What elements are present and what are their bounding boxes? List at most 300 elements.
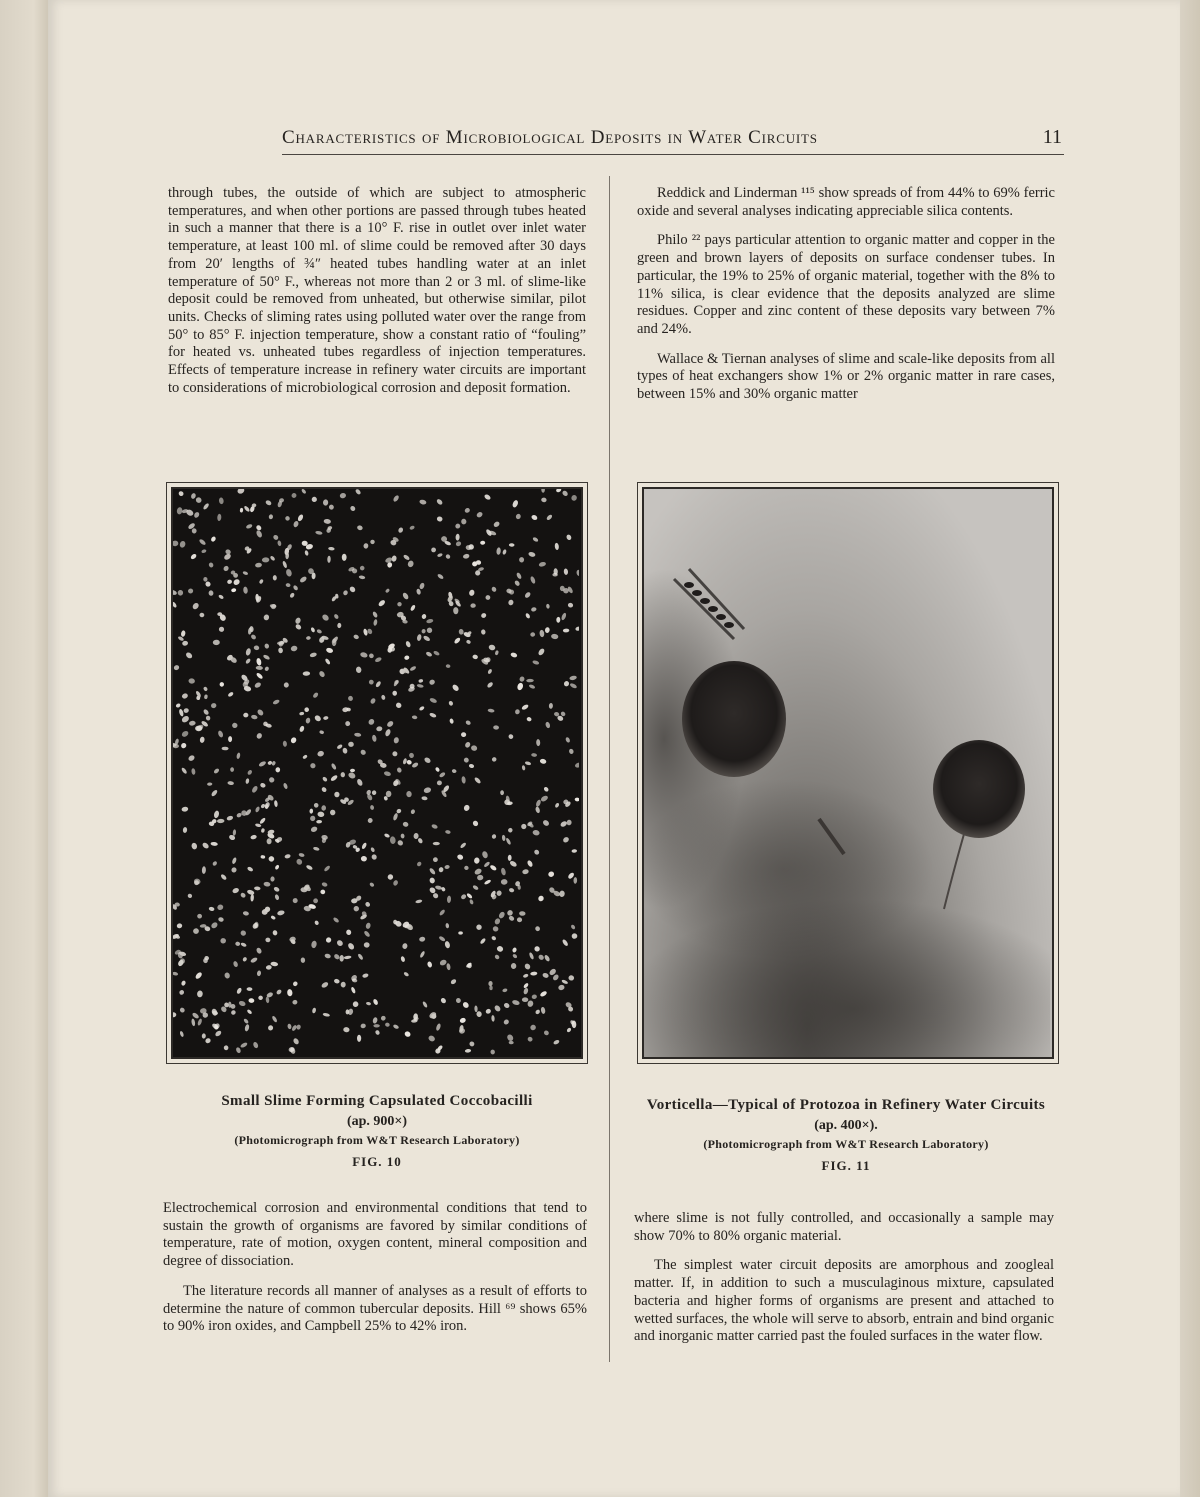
bacterium-speck: [465, 720, 472, 726]
bacterium-speck: [569, 682, 577, 689]
bacterium-speck: [297, 514, 304, 522]
bacterium-speck: [285, 583, 290, 588]
bacterium-speck: [472, 884, 479, 890]
bacterium-speck: [493, 1004, 501, 1012]
bacterium-speck: [439, 771, 446, 778]
bacterium-speck: [437, 573, 444, 580]
bacterium-speck: [301, 489, 307, 494]
bacterium-speck: [373, 619, 378, 626]
bacterium-speck: [337, 623, 341, 628]
column-divider: [609, 176, 610, 1362]
bacterium-speck: [519, 676, 526, 683]
bacterium-speck: [346, 929, 352, 935]
bacterium-speck: [226, 815, 233, 821]
bacterium-speck: [432, 857, 438, 863]
bacterium-speck: [292, 585, 298, 592]
paragraph: Reddick and Linderman ¹¹⁵ show spreads of from 44% to 69% ferric oxide and several analyses indicating appreciable silica contents.: [637, 185, 1055, 219]
bacterium-speck: [541, 497, 547, 503]
bacterium-speck: [230, 767, 234, 772]
bacterium-speck: [397, 839, 404, 846]
bacterium-speck: [350, 769, 355, 772]
bacterium-speck: [563, 568, 568, 575]
bacterium-speck: [470, 745, 478, 752]
bacterium-speck: [190, 553, 197, 560]
bacterium-speck: [521, 824, 527, 830]
bacterium-speck: [570, 494, 578, 502]
figure-11-label: FIG. 11: [821, 1158, 871, 1173]
bacterium-speck: [486, 681, 493, 688]
bacterium-speck: [409, 525, 415, 531]
bacterium-speck: [235, 1047, 241, 1054]
bacterium-speck: [410, 809, 415, 815]
bacterium-speck: [378, 599, 387, 607]
bacterium-speck: [367, 817, 374, 824]
bacterium-speck: [521, 765, 525, 771]
bacterium-speck: [309, 762, 316, 769]
bacterium-speck: [303, 706, 309, 712]
bacterium-speck: [488, 644, 496, 651]
bacterium-speck: [257, 970, 262, 976]
figure-11-title: Vorticella—Typical of Protozoa in Refinery Water Circuits: [646, 1097, 1046, 1113]
bacterium-speck: [554, 543, 559, 551]
bacterium-speck: [458, 1027, 465, 1034]
bacterium-speck: [490, 1049, 495, 1055]
bacterium-speck: [523, 982, 529, 989]
bacterium-speck: [413, 833, 419, 840]
bacterium-speck: [256, 672, 264, 680]
bacterium-speck: [509, 1041, 514, 1045]
bacterium-speck: [323, 499, 329, 506]
bacterium-speck: [293, 520, 300, 528]
bacterium-speck: [535, 799, 542, 807]
bacterium-speck: [387, 874, 394, 881]
bacterium-speck: [173, 540, 178, 546]
figure-11-frame: [637, 482, 1059, 1064]
bacterium-speck: [400, 833, 404, 838]
bacterium-speck: [331, 763, 338, 771]
bacterium-speck: [173, 601, 177, 608]
bacterium-speck: [255, 524, 262, 531]
bacterium-speck: [243, 713, 248, 718]
bacterium-speck: [270, 603, 277, 610]
bacterium-speck: [342, 747, 348, 754]
bacterium-speck: [487, 708, 494, 713]
bacterium-speck: [370, 539, 375, 544]
bacterium-speck: [524, 963, 532, 971]
bacterium-speck: [292, 981, 298, 987]
bacterium-speck: [421, 796, 427, 801]
bacterium-speck: [214, 1030, 222, 1038]
bacterium-speck: [523, 973, 529, 978]
bacterium-speck: [355, 489, 362, 495]
bacterium-speck: [561, 612, 567, 620]
bacterium-speck: [289, 592, 295, 598]
bacterium-speck: [527, 1036, 534, 1043]
bacterium-speck: [312, 1007, 317, 1013]
bacterium-speck: [528, 952, 534, 960]
bacterium-speck: [173, 664, 180, 671]
bacterium-speck: [236, 987, 243, 995]
bacterium-speck: [509, 860, 518, 868]
bacterium-speck: [492, 926, 499, 933]
bacterium-speck: [522, 997, 528, 1002]
paragraph: Philo ²² pays particular attention to organic matter and copper in the green and brown layers of deposits on surface condenser tubes. In particular, the 19% to 25% of organic material, together with the 8% to 11% silica, is clear evidence that the deposits analyzed are slime residues. Copper and zinc content of these deposits vary between 7% and 24%.: [637, 232, 1055, 337]
bacterium-speck: [339, 955, 344, 962]
bacterium-speck: [535, 1009, 541, 1015]
bacterium-speck: [193, 928, 200, 934]
bacterium-speck: [246, 1009, 252, 1015]
bacterium-speck: [183, 708, 189, 714]
bacterium-speck: [247, 866, 254, 872]
bacterium-speck: [539, 990, 547, 997]
bacterium-speck: [445, 830, 451, 834]
bacterium-speck: [264, 643, 270, 649]
bacterium-speck: [540, 795, 549, 803]
bacterium-speck: [438, 935, 446, 942]
bacterium-speck: [292, 999, 298, 1004]
bacterium-speck: [418, 679, 423, 683]
bacterium-speck: [220, 873, 227, 880]
bacterium-speck: [468, 763, 474, 768]
bacterium-speck: [472, 820, 479, 827]
bacterium-speck: [430, 547, 437, 554]
paragraph: The simplest water circuit deposits are amorphous and zoogleal matter. If, in addition to such a musculaginous mixture, capsulated bacteria and higher forms of organisms are present and attached to wetted surfaces, the whole will serve to absorb, entrain and bind organic and inorganic matter carried past the fouled surfaces in the water flow.: [634, 1257, 1054, 1345]
bacterium-speck: [562, 836, 570, 844]
bacterium-speck: [368, 653, 375, 660]
bacterium-speck: [203, 686, 208, 692]
bacterium-speck: [507, 827, 513, 833]
bacterium-speck: [558, 984, 565, 991]
binding-margin: [0, 0, 48, 1497]
bacterium-speck: [531, 753, 537, 757]
bacterium-speck: [193, 511, 200, 519]
bacterium-speck: [419, 936, 426, 942]
bacterium-speck: [369, 882, 375, 888]
bacterium-speck: [498, 911, 506, 920]
bacterium-speck: [324, 953, 331, 959]
bacterium-speck: [181, 767, 188, 775]
bacterium-speck: [452, 769, 457, 774]
bacterium-speck: [512, 999, 521, 1006]
bacterium-speck: [341, 982, 346, 988]
bacterium-speck: [329, 809, 335, 816]
bacterium-speck: [481, 850, 488, 859]
bacterium-speck: [528, 684, 535, 690]
bacterium-speck: [242, 571, 248, 576]
left-column-bottom: [163, 1200, 587, 1336]
bacterium-speck: [274, 864, 280, 870]
bacterium-speck: [385, 588, 390, 593]
bacterium-speck: [450, 978, 457, 985]
bacterium-speck: [489, 986, 492, 991]
bacterium-speck: [485, 1008, 492, 1014]
bacterium-speck: [269, 514, 274, 519]
bacterium-speck: [259, 579, 264, 585]
bacterium-speck: [299, 711, 304, 715]
bacterium-speck: [272, 930, 278, 936]
bacterium-speck: [245, 648, 252, 656]
bacterium-speck: [475, 923, 482, 930]
header-rule: [282, 154, 1064, 155]
bacterium-speck: [247, 987, 253, 991]
bacterium-speck: [397, 527, 404, 534]
bacterium-speck: [256, 666, 263, 670]
bacterium-speck: [408, 752, 414, 758]
bacterium-speck: [202, 502, 209, 510]
bacterium-speck: [419, 950, 425, 958]
bacterium-speck: [393, 737, 399, 744]
bacterium-speck: [290, 645, 298, 652]
bacterium-speck: [342, 590, 348, 596]
bacterium-speck: [259, 782, 266, 788]
bacterium-speck: [392, 879, 398, 886]
bacterium-speck: [468, 589, 475, 596]
bacterium-speck: [375, 1029, 381, 1035]
bacterium-speck: [397, 601, 403, 607]
bacterium-speck: [255, 823, 262, 828]
bacterium-speck: [445, 923, 449, 929]
bacterium-speck: [387, 562, 393, 568]
bacterium-speck: [255, 806, 261, 813]
bacterium-speck: [314, 714, 322, 722]
bacterium-speck: [506, 909, 514, 917]
bacterium-speck: [436, 780, 442, 786]
bacterium-speck: [393, 1024, 400, 1030]
bacterium-speck: [416, 588, 421, 595]
bacterium-speck: [300, 957, 305, 963]
figure-10-title: Small Slime Forming Capsulated Coccobacilli: [221, 1093, 533, 1109]
bacterium-speck: [485, 594, 491, 600]
bacterium-speck: [445, 554, 451, 560]
bacterium-speck: [243, 1018, 249, 1024]
bacterium-speck: [312, 897, 319, 904]
bacterium-speck: [310, 826, 318, 833]
bacterium-speck: [566, 1027, 572, 1033]
bacterium-speck: [260, 855, 265, 859]
bacterium-speck: [290, 736, 297, 744]
bacterium-speck: [263, 882, 270, 887]
bacterium-speck: [321, 786, 328, 793]
left-column-top: [168, 185, 586, 397]
bacterium-speck: [525, 612, 531, 619]
bacterium-speck: [263, 654, 271, 661]
bacterium-speck: [496, 547, 501, 555]
bacterium-speck: [371, 854, 378, 861]
bacterium-speck: [458, 931, 463, 934]
bacterium-speck: [282, 560, 288, 568]
bacterium-speck: [318, 670, 326, 678]
figure-10-frame: [166, 482, 588, 1064]
bacterium-speck: [537, 648, 545, 657]
bacterium-speck: [276, 989, 283, 996]
bacterium-speck: [370, 847, 375, 853]
bacterium-speck: [480, 541, 485, 545]
page-edge: [1180, 0, 1200, 1497]
bacterium-speck: [529, 1024, 537, 1032]
bacterium-speck: [173, 589, 177, 596]
bacterium-speck: [322, 776, 328, 782]
bacterium-speck: [348, 742, 354, 747]
bacterium-speck: [336, 744, 343, 750]
bacterium-speck: [374, 656, 382, 663]
bacterium-speck: [344, 720, 351, 727]
bacterium-speck: [247, 769, 253, 775]
bacterium-speck: [250, 634, 257, 641]
bacterium-speck: [255, 562, 262, 567]
bacterium-speck: [417, 837, 423, 844]
bacterium-speck: [396, 767, 402, 774]
bacterium-speck: [275, 767, 280, 773]
right-column-bottom: [634, 1210, 1054, 1346]
bacterium-speck: [265, 499, 272, 506]
paragraph: through tubes, the outside of which are subject to atmospheric temperatures, and when other portions are passed through tubes heated in such a manner that there is a 10° F. rise in outlet over inlet water temperature, at least 100 ml. of slime could be removed after 30 days from 20′ lengths of ¾″ heated tubes handling water at an inlet temperature of 50° F., whereas not more than 2 or 3 ml. of slime-like deposit could be removed from unheated, but otherwise similar, pilot units. Checks of sliming rates using polluted water over the range from 50° to 85° F. injection temperature, show a constant ratio of “fouling” for heated vs. unheated tubes regardless of injection temperatures. Effects of temperature increase in refinery water circuits are important to considerations of microbiological corrosion and deposit formation.: [168, 185, 586, 396]
running-header: [282, 126, 1062, 156]
bacterium-speck: [187, 893, 193, 899]
bacterium-speck: [258, 995, 263, 1000]
bacterium-speck: [479, 938, 486, 945]
bacterium-speck: [304, 550, 309, 556]
bacterium-speck: [328, 504, 335, 511]
bacterium-speck: [245, 658, 251, 665]
bacterium-speck: [474, 1005, 478, 1012]
bacterium-speck: [464, 741, 471, 748]
bacterium-speck: [416, 634, 422, 642]
bacterium-speck: [272, 699, 280, 705]
bacterium-speck: [368, 679, 375, 686]
bacterium-speck: [483, 861, 490, 868]
bacterium-speck: [392, 751, 398, 757]
bacterium-speck: [296, 1024, 301, 1030]
bacterium-speck: [284, 515, 290, 521]
bacterium-speck: [422, 1001, 428, 1008]
bacterium-speck: [366, 1001, 372, 1005]
bacterium-speck: [356, 525, 363, 531]
bacterium-speck: [384, 833, 391, 838]
bacterium-speck: [565, 737, 571, 744]
bacterium-speck: [403, 971, 409, 977]
bacterium-speck: [455, 534, 459, 541]
bacterium-speck: [419, 582, 426, 590]
bacterium-speck: [220, 938, 227, 945]
bacterium-speck: [353, 634, 360, 640]
bacterium-speck: [180, 742, 187, 749]
bacterium-speck: [178, 490, 185, 497]
bacterium-speck: [243, 586, 248, 594]
bacterium-speck: [390, 836, 396, 844]
bacterium-speck: [436, 498, 444, 506]
bacterium-speck: [381, 694, 386, 700]
bacterium-speck: [267, 838, 272, 844]
bacterium-speck: [449, 718, 454, 724]
bacterium-speck: [230, 1009, 236, 1015]
bacterium-speck: [435, 767, 441, 773]
bacterium-speck: [310, 815, 316, 821]
bacterium-speck: [484, 879, 492, 885]
bacterium-speck: [372, 734, 377, 742]
bacterium-speck: [402, 943, 408, 950]
bacterium-speck: [417, 684, 424, 689]
bacterium-speck: [553, 1039, 560, 1045]
bacterium-speck: [187, 588, 194, 594]
bacterium-speck: [336, 939, 344, 947]
bacterium-speck: [256, 658, 262, 666]
bacterium-speck: [191, 602, 199, 611]
bacterium-speck: [192, 528, 197, 534]
bacterium-speck: [425, 651, 433, 658]
bacterium-speck: [421, 628, 426, 633]
bacterium-speck: [197, 1018, 203, 1026]
bacterium-speck: [195, 726, 202, 732]
bacterium-speck: [428, 679, 435, 686]
bacterium-speck: [333, 953, 340, 960]
bacterium-speck: [568, 748, 574, 754]
bacterium-speck: [217, 730, 224, 738]
bacterium-speck: [517, 917, 523, 922]
bacterium-speck: [235, 941, 241, 946]
bacterium-speck: [403, 554, 411, 561]
bacterium-speck: [444, 864, 450, 869]
bacterium-speck: [258, 760, 267, 767]
bacterium-speck: [472, 654, 478, 659]
bacterium-speck: [242, 956, 248, 962]
bacterium-speck: [454, 523, 461, 530]
bacterium-speck: [571, 849, 577, 853]
bacterium-speck: [508, 887, 514, 892]
bacterium-speck: [246, 523, 253, 529]
bacterium-speck: [354, 732, 361, 737]
bacterium-speck: [416, 861, 422, 867]
bacterium-speck: [188, 678, 195, 684]
bacterium-speck: [213, 768, 220, 775]
bacterium-speck: [213, 640, 220, 646]
bacterium-speck: [372, 1017, 378, 1024]
bacterium-speck: [181, 730, 190, 738]
bacterium-speck: [526, 860, 533, 868]
bacterium-speck: [187, 754, 195, 762]
bacterium-speck: [232, 887, 240, 894]
bacterium-speck: [516, 682, 524, 691]
bacterium-speck: [360, 1023, 366, 1029]
bacterium-speck: [299, 725, 305, 732]
bacterium-speck: [566, 534, 572, 541]
bacterium-speck: [262, 557, 270, 562]
bacterium-speck: [295, 623, 303, 630]
bacterium-speck: [322, 1012, 330, 1017]
bacterium-speck: [406, 759, 412, 765]
bacterium-speck: [173, 1012, 176, 1017]
bacterium-speck: [361, 842, 367, 850]
bacterium-speck: [191, 1018, 196, 1026]
bacterium-speck: [225, 549, 232, 556]
figure-11-magnification: (ap. 400×).: [814, 1118, 878, 1133]
bacterium-speck: [271, 1015, 278, 1023]
bacterium-speck: [476, 1011, 482, 1018]
bacterium-speck: [535, 806, 541, 813]
bacterium-speck: [505, 837, 511, 845]
bacterium-speck: [228, 736, 232, 742]
bacterium-speck: [199, 613, 204, 618]
bacterium-speck: [245, 778, 249, 784]
bacterium-speck: [456, 854, 464, 861]
bacterium-speck: [178, 709, 184, 717]
bacterium-speck: [356, 666, 362, 673]
bacterium-speck: [274, 894, 280, 901]
bacterium-speck: [243, 911, 250, 916]
bacterium-speck: [474, 867, 483, 875]
bacterium-speck: [208, 906, 214, 911]
bacterium-speck: [555, 489, 562, 493]
bacterium-speck: [292, 1037, 300, 1045]
